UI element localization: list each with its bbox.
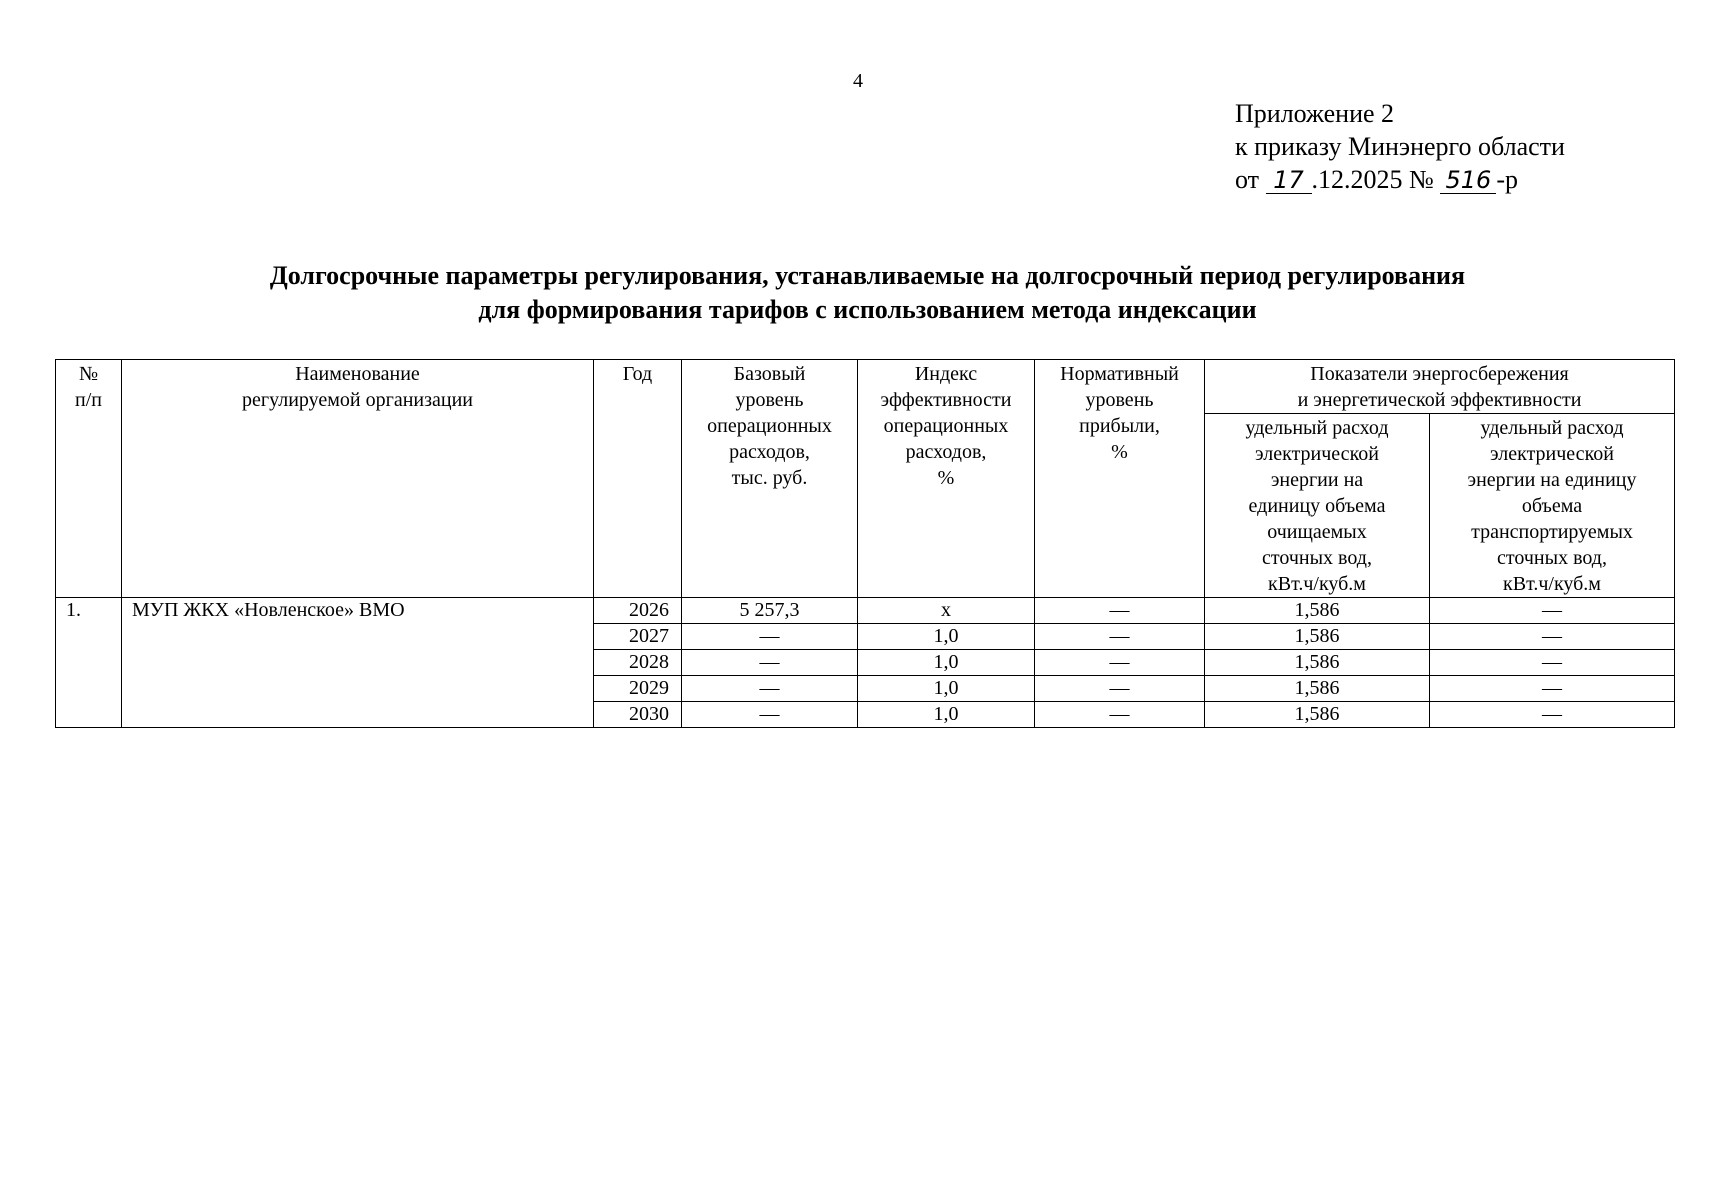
energy-transported-cell: — (1430, 650, 1675, 676)
energy-treated-cell: 1,586 (1205, 676, 1430, 702)
efficiency-index-cell: 1,0 (858, 676, 1035, 702)
efficiency-index-cell: х (858, 598, 1035, 624)
table-row (56, 598, 1675, 624)
header-energy-indicators: Показатели энергосбережения и энергетической эффективности (1205, 360, 1675, 414)
title-line-2: для формирования тарифов с использованием метода индексации (478, 295, 1257, 324)
year-cell: 2026 (594, 598, 682, 624)
energy-transported-cell: — (1430, 624, 1675, 650)
regulation-parameters-table (55, 359, 1675, 728)
header-efficiency-index: Индекс эффективности операционных расходов, % (858, 360, 1035, 598)
energy-transported-cell: — (1430, 702, 1675, 728)
energy-treated-cell: 1,586 (1205, 650, 1430, 676)
base-opex-cell: — (682, 676, 858, 702)
title-line-1: Долгосрочные параметры регулирования, устанавливаемые на долгосрочный период регулирования (269, 261, 1466, 290)
base-opex-cell: 5 257,3 (682, 598, 858, 624)
header-number: № п/п (56, 360, 122, 598)
year-cell: 2030 (594, 702, 682, 728)
energy-treated-cell: 1,586 (1205, 624, 1430, 650)
appendix-header (1235, 97, 1565, 196)
header-base-opex: Базовый уровень операционных расходов, тыс. руб. (682, 360, 858, 598)
efficiency-index-cell: 1,0 (858, 624, 1035, 650)
energy-transported-cell: — (1430, 676, 1675, 702)
energy-treated-cell: 1,586 (1205, 598, 1430, 624)
header-normative-profit: Нормативный уровень прибыли, % (1035, 360, 1205, 598)
energy-treated-cell: 1,586 (1205, 702, 1430, 728)
date-rest: .12.2025 № (1311, 165, 1434, 194)
efficiency-index-cell: 1,0 (858, 702, 1035, 728)
year-cell: 2029 (594, 676, 682, 702)
header-organization: Наименование регулируемой организации (122, 360, 594, 598)
normative-profit-cell: — (1035, 624, 1205, 650)
page-number: 4 (853, 70, 863, 92)
normative-profit-cell: — (1035, 702, 1205, 728)
handwritten-day: 17 (1266, 167, 1312, 194)
document-title (0, 259, 1735, 327)
appendix-date-line (1235, 163, 1565, 196)
normative-profit-cell: — (1035, 676, 1205, 702)
org-name-cell: МУП ЖКХ «Новленское» ВМО (122, 598, 594, 728)
header-year: Год (594, 360, 682, 598)
base-opex-cell: — (682, 624, 858, 650)
date-prefix: от (1235, 165, 1260, 194)
year-cell: 2028 (594, 650, 682, 676)
base-opex-cell: — (682, 650, 858, 676)
energy-transported-cell: — (1430, 598, 1675, 624)
header-energy-transported: удельный расход электрической энергии на единицу объема транспортируемых сточных вод, кВт.ч/куб.м (1430, 414, 1675, 598)
order-suffix: -р (1496, 165, 1519, 194)
base-opex-cell: — (682, 702, 858, 728)
normative-profit-cell: — (1035, 598, 1205, 624)
year-cell: 2027 (594, 624, 682, 650)
handwritten-order-number: 516 (1440, 167, 1496, 194)
efficiency-index-cell: 1,0 (858, 650, 1035, 676)
normative-profit-cell: — (1035, 650, 1205, 676)
appendix-title: Приложение 2 (1235, 99, 1395, 128)
header-energy-treated: удельный расход электрической энергии на единицу объема очищаемых сточных вод, кВт.ч/куб.м (1205, 414, 1430, 598)
org-number-cell: 1. (56, 598, 122, 728)
appendix-order-ref: к приказу Минэнерго области (1235, 132, 1565, 161)
